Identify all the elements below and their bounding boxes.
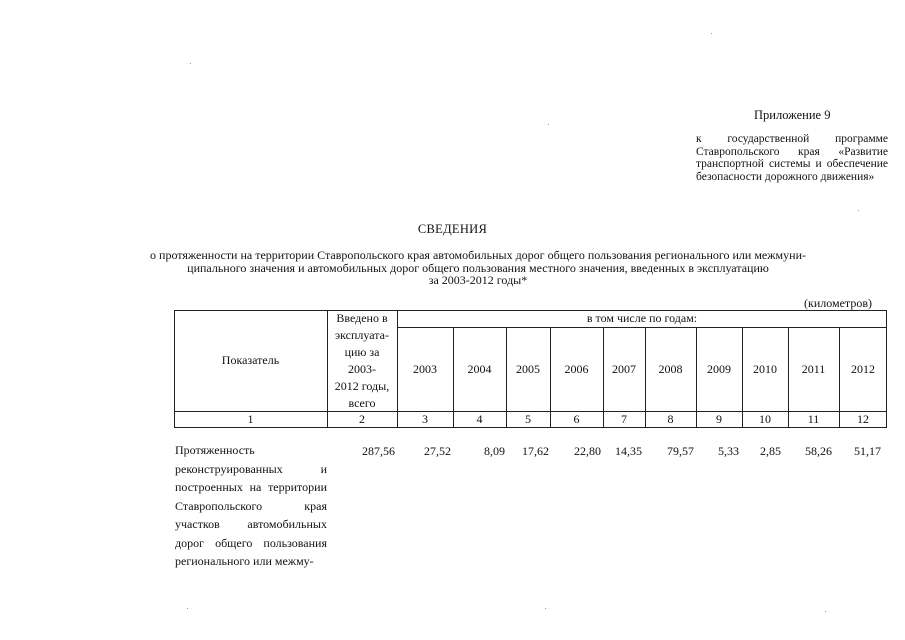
appendix-title: Приложение 9 [754, 108, 831, 122]
subtitle-line-2: ципального значения и автомобильных дорог общего пользования местного значения, введенных в эксплуатацию [187, 261, 769, 275]
scan-speck [825, 611, 826, 612]
row-year-value: 8,09 [484, 444, 505, 458]
header-total [327, 310, 397, 411]
column-number: 7 [621, 412, 627, 426]
column-number: 10 [759, 412, 771, 426]
header-year: 2003 [413, 362, 437, 376]
row-year-value: 22,80 [574, 444, 601, 458]
row-year-value: 58,26 [805, 444, 832, 458]
header-total-line: цию за [344, 345, 380, 359]
column-number: 2 [359, 412, 365, 426]
scan-speck [711, 33, 712, 34]
scan-speck [545, 608, 546, 609]
header-total-line: всего [348, 396, 376, 410]
column-number: 3 [422, 412, 428, 426]
subtitle-line-3: за 2003-2012 годы* [428, 273, 528, 287]
row-year-value: 14,35 [615, 444, 642, 458]
header-year: 2006 [564, 362, 589, 376]
column-number: 9 [716, 412, 722, 426]
row-year-value: 5,33 [718, 444, 739, 458]
row-indicator-label: Протяженность реконструированных и построенных на территории Ставропольского края участков автомобильных дорог общего пользования регионального или межму- [175, 443, 327, 568]
units-label: (километров) [804, 296, 872, 310]
header-year: 2004 [467, 362, 492, 376]
column-number: 4 [476, 412, 483, 426]
column-number: 11 [807, 412, 820, 426]
document-heading: СВЕДЕНИЯ [417, 222, 488, 236]
row-year-value: 51,17 [854, 444, 881, 458]
scan-speck [548, 124, 549, 125]
scan-speck [858, 210, 859, 211]
header-year: 2005 [516, 362, 540, 376]
column-number: 1 [247, 412, 254, 426]
row-year-value: 17,62 [522, 444, 549, 458]
header-year: 2010 [753, 362, 777, 376]
data-table [174, 310, 887, 428]
row-total-value: 287,56 [362, 444, 395, 458]
header-year: 2012 [851, 362, 875, 376]
row-year-value: 79,57 [667, 444, 694, 458]
header-total-line: эксплуата- [335, 328, 389, 342]
column-number: 8 [667, 412, 674, 426]
header-year: 2009 [707, 362, 731, 376]
header-years-group: в том числе по годам: [586, 311, 698, 325]
header-total-line: Введено в [336, 311, 388, 325]
row-year-value: 2,85 [760, 444, 781, 458]
column-number: 5 [525, 412, 531, 426]
column-number: 12 [857, 412, 869, 426]
column-number: 6 [573, 412, 580, 426]
scan-speck [187, 608, 188, 609]
scan-speck [190, 63, 191, 64]
header-year: 2007 [612, 362, 636, 376]
header-total-line: 2003- [348, 362, 376, 376]
header-indicator: Показатель [221, 353, 280, 367]
header-total-line: 2012 годы, [334, 379, 390, 393]
header-year: 2011 [801, 362, 826, 376]
row-year-value: 27,52 [424, 444, 451, 458]
header-year: 2008 [658, 362, 683, 376]
subtitle-line-1: о протяженности на территории Ставропольского края автомобильных дорог общего пользования регионального или межмуни- [150, 248, 806, 262]
appendix-note: к государственной программе Ставропольского края «Развитие транспортной системы и обеспечение безопасности дорожного движения» [696, 133, 888, 183]
